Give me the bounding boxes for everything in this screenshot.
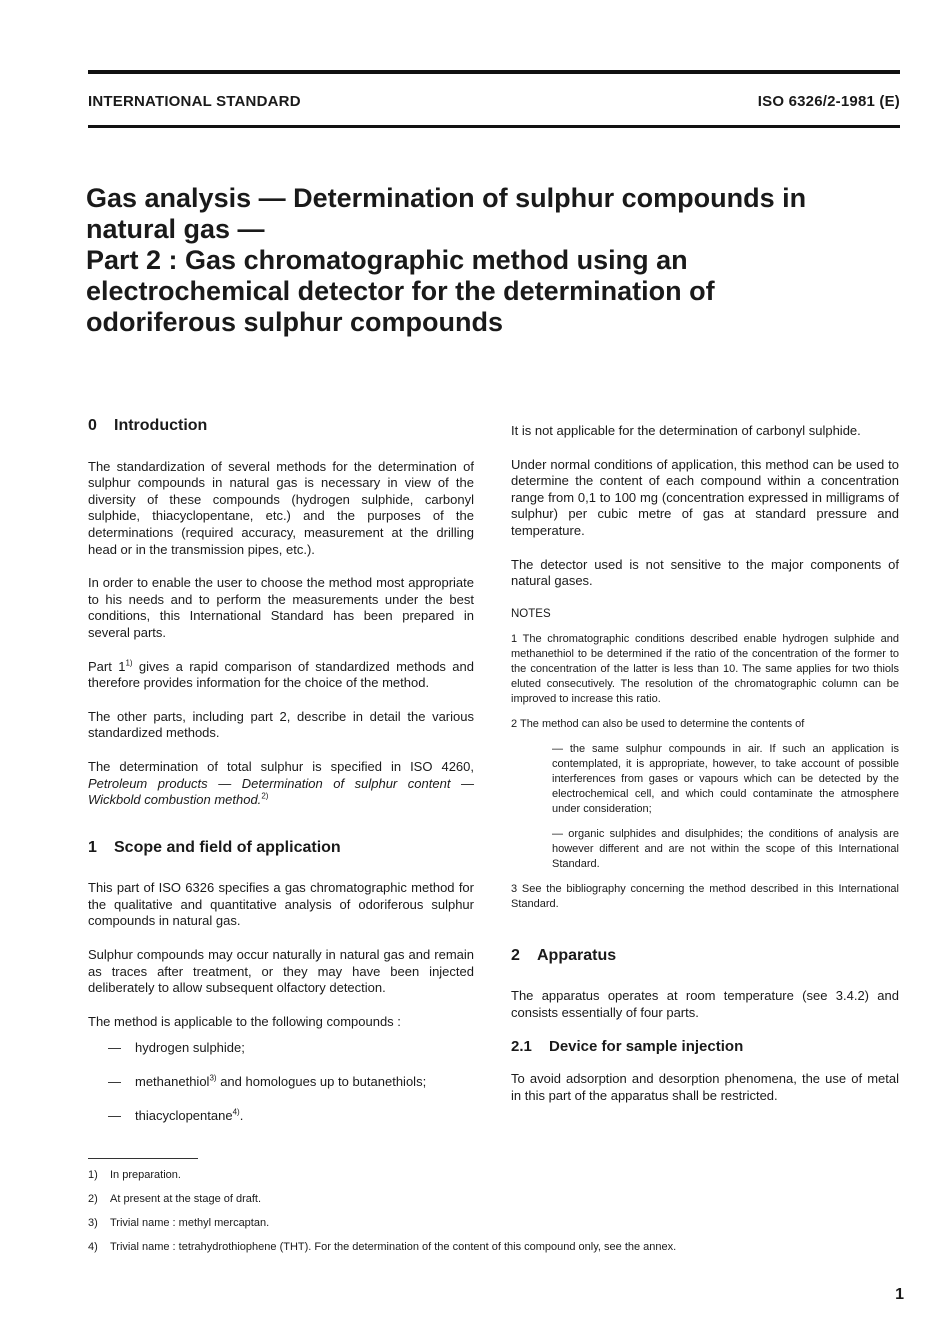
footnote: 3) Trivial name : methyl mercaptan. [88,1217,270,1229]
footnote-ref: 3) [209,1073,217,1083]
document-reference: ISO 6326/2-1981 (E) [757,93,900,110]
notes-label: NOTES [511,607,551,620]
paragraph: The standardization of several methods for the determination of sulphur compounds in natural gas is necessary in view of the diversity of these compounds (hydrogen sulphide, carbonyl sulphide, thiacyclopentane, etc.) and the purposes of the determinations (required accuracy, measurement at the drilling head or in the transmission pipes, etc.). [88,458,474,557]
footnote-ref: 2) [261,791,269,801]
title-line: odoriferous sulphur compounds [86,307,503,337]
paragraph: The detector used is not sensitive to the major components of natural gases. [511,556,899,589]
section-heading-introduction: 0 Introduction [88,417,208,434]
title-line: Gas analysis — Determination of sulphur compounds in [86,183,807,213]
paragraph: Sulphur compounds may occur naturally in natural gas and remain as traces after treatment, or they may have been injected deliberately to allow subsequent olfactory detection. [88,947,474,996]
right-column [511,418,899,1121]
footnote-ref: 4) [232,1107,240,1117]
note-subitem: — organic sulphides and disulphides; the conditions of analysis are however different and are not within the scope of this International Standard. [552,827,899,870]
note: 1 The chromatographic conditions described enable hydrogen sulphide and methanethiol to be determined if the ratio of the concentration of the former to the concentration of the latter is less than 10. The same applies for two thiols eluted consecutively. The resolution of the chromatographic column can be improved to increase this ratio. [511,632,899,705]
cited-standard-title: Petroleum products — Determination of sulphur content — Wickbold combustion method. [88,775,474,808]
section-heading-apparatus: 2 Apparatus [511,946,617,964]
footnote-ref: 1) [125,658,133,668]
title-line: natural gas — [86,214,265,244]
header-bottom-rule [88,125,900,128]
paragraph: To avoid adsorption and desorption phenomena, the use of metal in this part of the apparatus shall be restricted. [511,1071,899,1103]
left-column [88,418,474,1141]
note: 3 See the bibliography concerning the method described in this International Standard. [511,882,899,910]
document-title [86,183,886,338]
paragraph: The apparatus operates at room temperature (see 3.4.2) and consists essentially of four parts. [511,988,899,1020]
header-top-rule [88,70,900,74]
paragraph: Part 1$^{1)}$ gives a rapid comparison of standardized methods and therefore provides information for the choice of the method. [88,658,474,691]
section-heading-scope: 1 Scope and field of application [88,838,341,856]
page-number: 1 [895,1286,904,1303]
footnote-rule [88,1158,198,1159]
paragraph: It is not applicable for the determination of carbonyl sulphide. [511,423,861,438]
document-type: INTERNATIONAL STANDARD [88,93,301,110]
list-item: — methanethiol$^{3)}$ and homologues up to butanethiols; [108,1073,427,1090]
paragraph: In order to enable the user to choose the method most appropriate to his needs and to perform the measurements under the best conditions, this International Standard has been prepared in several parts. [88,575,474,640]
paragraph: The determination of total sulphur is specified in ISO 4260, Petroleum products — Determination of sulphur content — Wickbold combustion method.$^{2)}$ [88,758,474,808]
list-item: — thiacyclopentane$^{4)}$. [108,1107,244,1123]
note: 2 The method can also be used to determine the contents of [511,717,805,730]
title-line: electrochemical detector for the determination of [86,276,715,306]
paragraph: This part of ISO 6326 specifies a gas chromatographic method for the qualitative and quantitative analysis of odoriferous sulphur compounds in natural gas. [88,880,474,929]
footnote: 1) In preparation. [88,1169,181,1181]
paragraph: The method is applicable to the following compounds : [88,1013,401,1029]
footnote: 4) Trivial name : tetrahydrothiophene (THT). For the determination of the content of this compound only, see the annex. [88,1241,677,1253]
title-line: Part 2 : Gas chromatographic method using an [86,245,688,275]
note-subitem: — the same sulphur compounds in air. If such an application is contemplated, it is appropriate, however, to take account of possible interferences from gases or vapours which can be detected by the electrochemical cell, and which could contaminate the atmosphere under consideration; [552,742,899,815]
subsection-heading: 2.1 Device for sample injection [511,1037,744,1055]
list-item: — hydrogen sulphide; [108,1040,245,1056]
notes-block [511,607,899,912]
footnote: 2) At present at the stage of draft. [88,1193,262,1205]
footnotes [88,1168,900,1264]
paragraph: Under normal conditions of application, this method can be used to determine the content of each compound within a concentration range from 0,1 to 100 mg (concentration expressed in milligrams of sulphur) per cubic metre of gas at standard pressure and temperature. [511,456,899,538]
compound-list [88,1040,474,1124]
paragraph: The other parts, including part 2, describe in detail the various standardized methods. [88,708,474,741]
note-sublist [511,742,899,872]
